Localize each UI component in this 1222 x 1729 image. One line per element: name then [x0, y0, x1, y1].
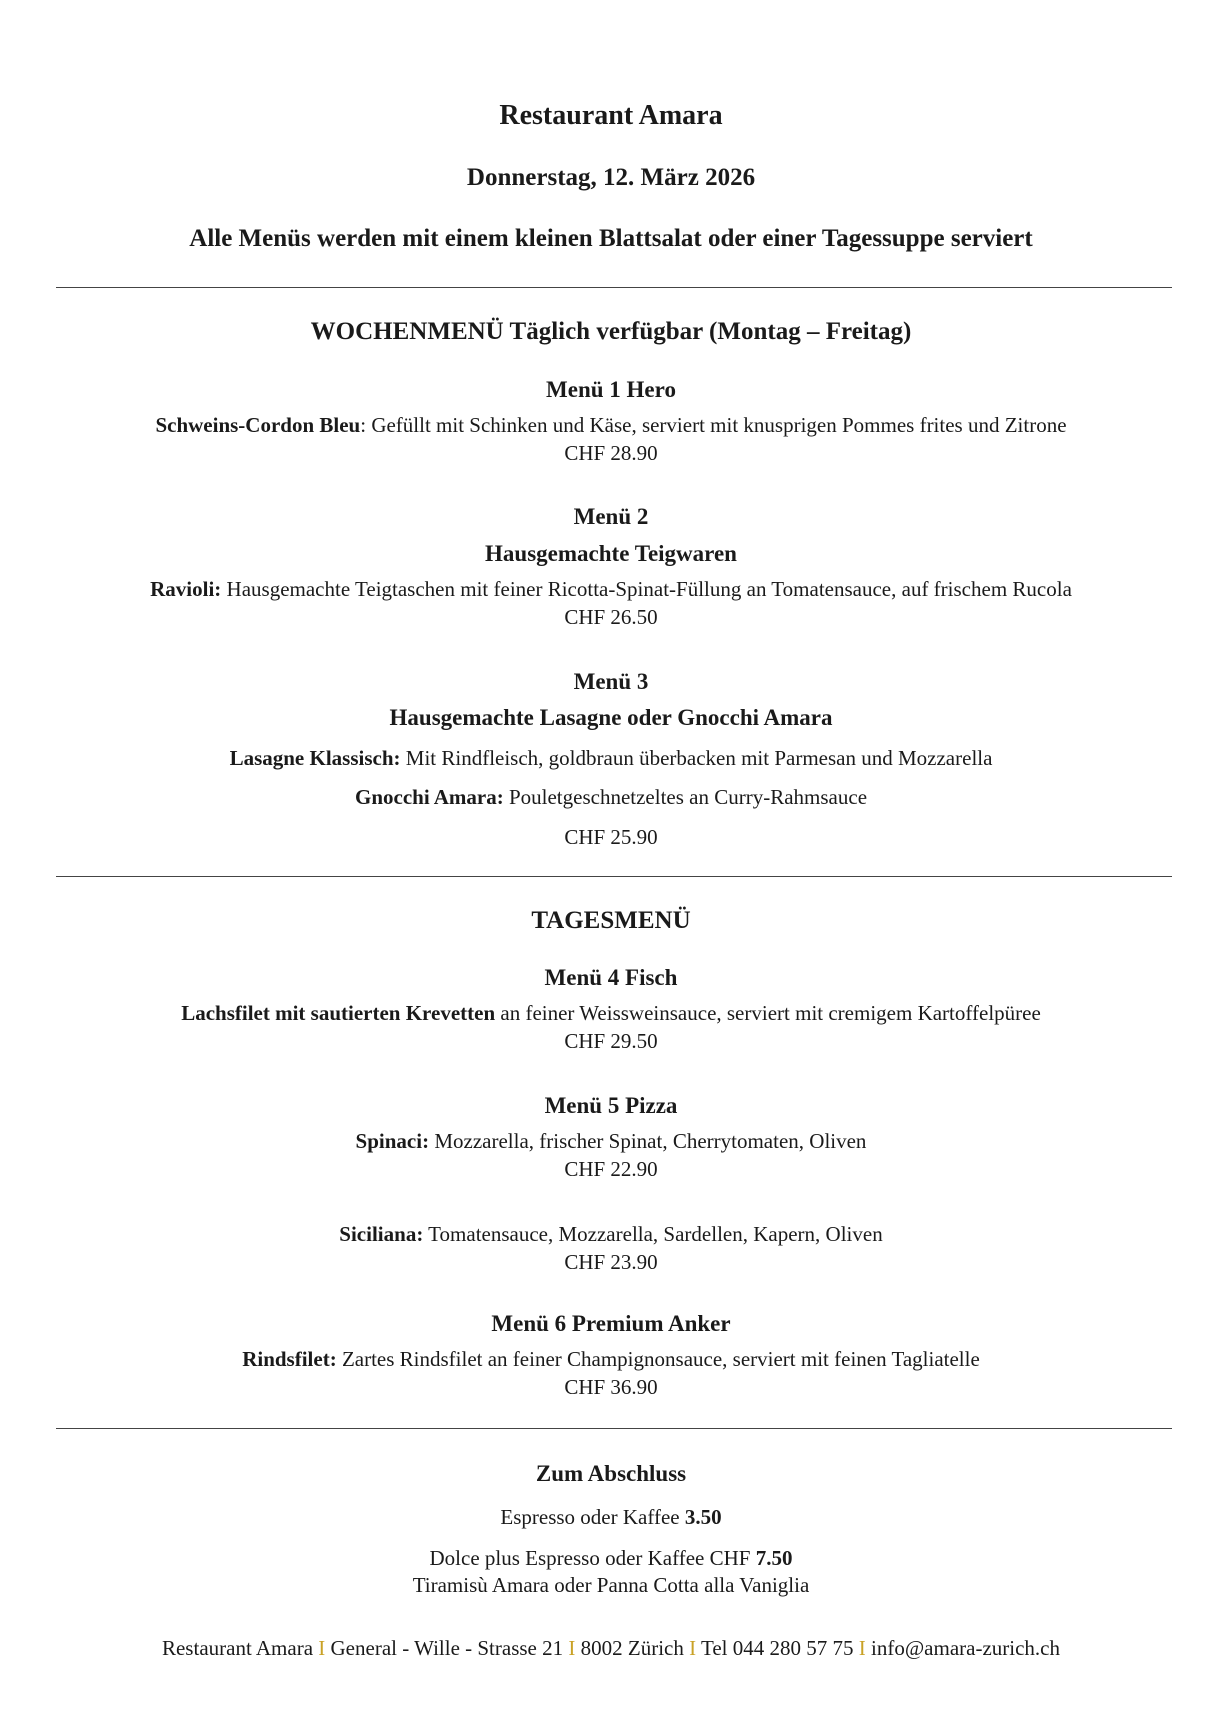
restaurant-title: Restaurant Amara	[499, 100, 723, 131]
abschluss-espresso	[0, 1505, 1222, 1530]
menu2-dish	[0, 577, 1222, 602]
abschluss-heading: Zum Abschluss	[535, 1461, 687, 1486]
menu6-price: CHF 36.90	[564, 1375, 658, 1399]
menu3-dish-gnocchi	[0, 785, 1222, 810]
menu3-dish1-desc: Mit Rindfleisch, goldbraun überbacken mit Parmesan und Mozzarella	[400, 746, 993, 770]
abschluss-dolce	[0, 1546, 1222, 1571]
menu5-pizza-siciliana	[0, 1222, 1222, 1247]
divider	[56, 876, 1172, 877]
footer-separator: I	[568, 1636, 576, 1660]
pizza2-desc: Tomatensauce, Mozzarella, Sardellen, Kapern, Oliven	[423, 1222, 883, 1246]
footer-separator: I	[858, 1636, 866, 1660]
footer-city: 8002 Zürich	[575, 1636, 690, 1660]
pizza1-price: CHF 22.90	[564, 1157, 658, 1181]
menu2-price: CHF 26.50	[564, 605, 658, 629]
pizza1-desc: Mozzarella, frischer Spinat, Cherrytomaten, Oliven	[429, 1129, 867, 1153]
tagesmenu-heading: TAGESMENÜ	[531, 907, 691, 934]
divider	[56, 1428, 1172, 1429]
footer-name: Restaurant Amara	[161, 1636, 319, 1660]
menu3-dish2-name: Gnocchi Amara:	[354, 785, 504, 809]
footer-address: General - Wille - Strasse 21	[325, 1636, 569, 1660]
menu2-title: Menü 2	[573, 504, 649, 529]
footer-separator: I	[689, 1636, 697, 1660]
menu3-title: Menü 3	[573, 669, 649, 694]
abschluss-dessert-options: Tiramisù Amara oder Panna Cotta alla Vaniglia	[412, 1573, 810, 1597]
menu3-dish-lasagne	[0, 746, 1222, 771]
menu3-subtitle: Hausgemachte Lasagne oder Gnocchi Amara	[389, 705, 833, 730]
menu4-dish-desc: an feiner Weissweinsauce, serviert mit cremigem Kartoffelpüree	[495, 1001, 1041, 1025]
footer	[0, 1636, 1222, 1661]
menu1-price: CHF 28.90	[564, 441, 658, 465]
menu1-dish	[0, 413, 1222, 438]
footer-separator: I	[318, 1636, 326, 1660]
dolce-text: Dolce plus Espresso oder Kaffee CHF	[429, 1546, 756, 1570]
menu-date: Donnerstag, 12. März 2026	[466, 164, 756, 191]
menu5-pizza-spinaci	[0, 1129, 1222, 1154]
espresso-price: 3.50	[684, 1505, 722, 1529]
menu2-dish-desc: Hausgemachte Teigtaschen mit feiner Ricotta-Spinat-Füllung an Tomatensauce, auf frischem Rucola	[221, 577, 1072, 601]
menu2-subtitle: Hausgemachte Teigwaren	[485, 541, 737, 566]
footer-phone: Tel 044 280 57 75	[696, 1636, 859, 1660]
menu3-price: CHF 25.90	[564, 825, 658, 849]
footer-email: info@amara-zurich.ch	[865, 1636, 1061, 1660]
menu6-dish-desc: Zartes Rindsfilet an feiner Champignonsauce, serviert mit feinen Tagliatelle	[336, 1347, 980, 1371]
menu6-dish	[0, 1347, 1222, 1372]
menu2-dish-name: Ravioli:	[150, 577, 222, 601]
menu4-dish	[0, 1001, 1222, 1026]
wochenmenu-heading: WOCHENMENÜ Täglich verfügbar (Montag – Freitag)	[310, 318, 912, 345]
menu3-dish2-desc: Pouletgeschnetzeltes an Curry-Rahmsauce	[503, 785, 868, 809]
pizza2-name: Siciliana:	[339, 1222, 424, 1246]
menu1-title: Menü 1 Hero	[546, 377, 676, 402]
menu6-title: Menü 6 Premium Anker	[491, 1311, 731, 1336]
divider	[56, 287, 1172, 288]
pizza2-price: CHF 23.90	[564, 1250, 658, 1274]
menu4-title: Menü 4 Fisch	[544, 965, 678, 990]
menu-subtitle: Alle Menüs werden mit einem kleinen Blattsalat oder einer Tagessuppe serviert	[189, 225, 1033, 252]
menu4-price: CHF 29.50	[564, 1029, 658, 1053]
menu6-dish-name: Rindsfilet:	[242, 1347, 337, 1371]
menu1-dish-name: Schweins-Cordon Bleu	[155, 413, 361, 437]
dolce-price: 7.50	[755, 1546, 793, 1570]
menu4-dish-name: Lachsfilet mit sautierten Krevetten	[181, 1001, 496, 1025]
menu1-dish-desc: : Gefüllt mit Schinken und Käse, serviert mit knusprigen Pommes frites und Zitrone	[360, 413, 1067, 437]
espresso-text: Espresso oder Kaffee	[500, 1505, 685, 1529]
menu5-title: Menü 5 Pizza	[544, 1093, 678, 1118]
pizza1-name: Spinaci:	[355, 1129, 430, 1153]
menu3-dish1-name: Lasagne Klassisch:	[229, 746, 401, 770]
